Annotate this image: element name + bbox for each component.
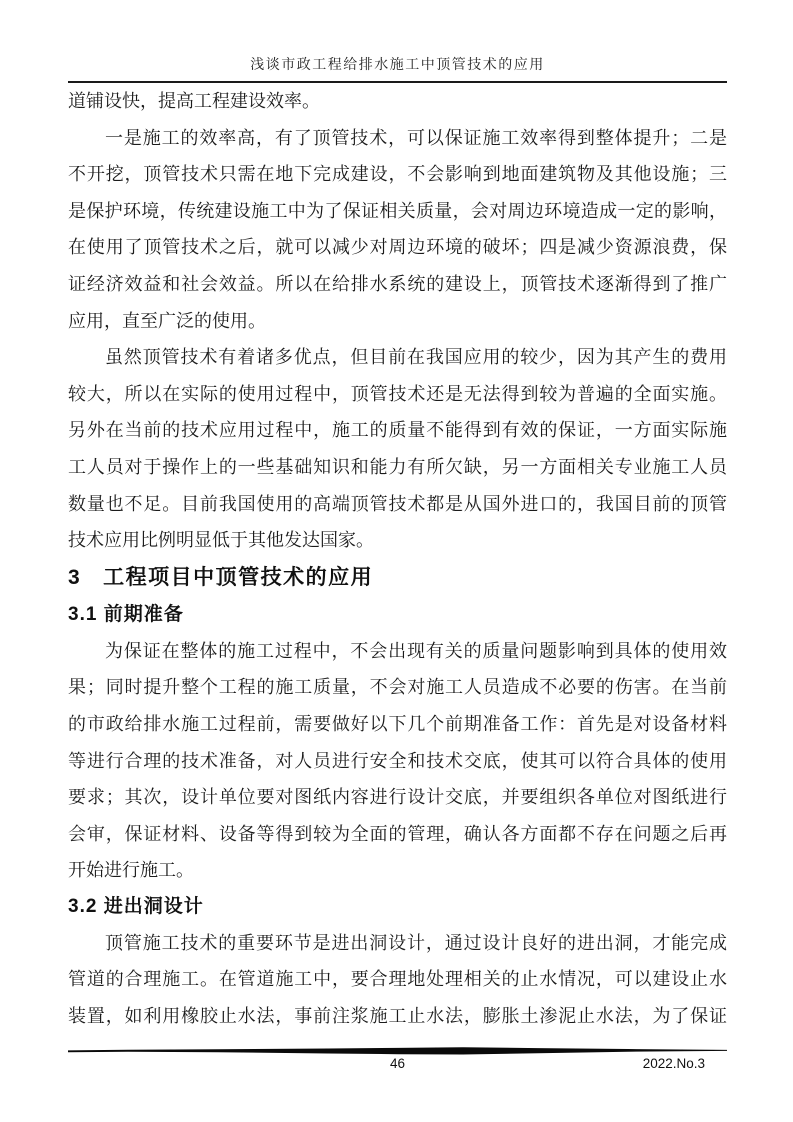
text-line: 会审，保证材料、设备等得到较为全面的管理，确认各方面都不存在问题之后再 <box>68 823 727 844</box>
text-line: 较大，所以在实际的使用过程中，顶管技术还是无法得到较为普遍的全面实施。 <box>68 383 727 404</box>
text-line: 为保证在整体的施工过程中，不会出现有关的质量问题影响到具体的使用效 <box>105 640 727 661</box>
paragraph <box>68 120 727 340</box>
subsection-heading: 3.1 前期准备 <box>68 603 184 625</box>
text-line: 另外在当前的技术应用过程中，施工的质量不能得到有效的保证，一方面实际施 <box>68 420 727 441</box>
text-line: 虽然顶管技术有着诸多优点，但目前在我国应用的较少，因为其产生的费用 <box>105 347 727 368</box>
document-body <box>68 83 727 1035</box>
text-line: 顶管施工技术的重要环节是进出洞设计，通过设计良好的进出洞，才能完成 <box>105 932 727 953</box>
section-heading: 3 工程项目中顶管技术的应用 <box>68 565 374 589</box>
text-line: 一是施工的效率高，有了顶管技术，可以保证施工效率得到整体提升；二是 <box>105 127 727 148</box>
text-line: 数量也不足。目前我国使用的高端顶管技术都是从国外进口的，我国目前的顶管 <box>68 493 727 514</box>
text-line: 在使用了顶管技术之后，就可以减少对周边环境的破坏；四是减少资源浪费，保 <box>68 237 727 258</box>
paragraph <box>68 339 727 559</box>
paragraph <box>68 633 727 889</box>
text-line: 要求；其次，设计单位要对图纸内容进行设计交底，并要组织各单位对图纸进行 <box>68 787 727 808</box>
text-line: 证经济效益和社会效益。所以在给排水系统的建设上，顶管技术逐渐得到了推广 <box>68 273 727 294</box>
footer-row <box>68 1056 727 1076</box>
page-header <box>68 54 727 83</box>
subsection-heading: 3.2 进出洞设计 <box>68 895 204 917</box>
text-line: 是保护环境，传统建设施工中为了保证相关质量，会对周边环境造成一定的影响， <box>68 200 727 221</box>
paragraph <box>68 925 727 1035</box>
text-line: 道铺设快，提高工程建设效率。 <box>68 91 320 111</box>
text-line: 工人员对于操作上的一些基础知识和能力有所欠缺，另一方面相关专业施工人员 <box>68 456 727 477</box>
text-line: 果；同时提升整个工程的施工质量，不会对施工人员造成不必要的伤害。在当前 <box>68 677 727 698</box>
text-line: 开始进行施工。 <box>68 860 194 881</box>
paragraph <box>68 83 727 120</box>
text-line: 技术应用比例明显低于其他发达国家。 <box>68 530 374 551</box>
page-number: 46 <box>389 1055 406 1071</box>
footer-rule <box>68 1047 727 1055</box>
text-line: 不开挖，顶管技术只需在地下完成建设，不会影响到地面建筑物及其他设施；三 <box>68 164 727 185</box>
running-title: 浅谈市政工程给排水施工中顶管技术的应用 <box>250 58 545 73</box>
page-footer <box>68 1047 727 1076</box>
issue-label: 2022.No.3 <box>642 1055 705 1071</box>
text-line: 应用，直至广泛的使用。 <box>68 310 266 331</box>
text-line: 的市政给排水施工过程前，需要做好以下几个前期准备工作：首先是对设备材料 <box>68 713 727 734</box>
text-line: 等进行合理的技术准备，对人员进行安全和技术交底，使其可以符合具体的使用 <box>68 750 727 771</box>
text-line: 装置，如利用橡胶止水法，事前注浆施工止水法，膨胀土渗泥止水法，为了保证 <box>68 1006 727 1027</box>
text-line: 管道的合理施工。在管道施工中，要合理地处理相关的止水情况，可以建设止水 <box>68 969 727 990</box>
